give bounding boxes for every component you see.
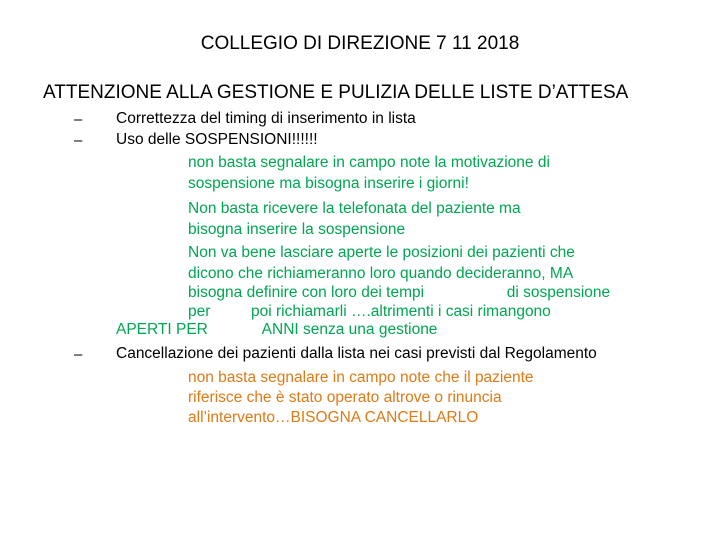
note-line: riferisce che è stato operato altrove o rinuncia [188, 389, 502, 406]
note-fragment: di sospensione [506, 284, 611, 301]
note-fragment: ANNI senza una gestione [261, 321, 438, 338]
bullet-dash: – [74, 346, 83, 363]
note-line [116, 322, 437, 338]
note-line [188, 285, 610, 301]
list-item-cancellazione: Cancellazione dei pazienti dalla lista nei casi previsti dal Regolamento [116, 345, 597, 362]
note-line: all’intervento…BISOGNA CANCELLARLO [188, 409, 479, 426]
bullet-dash: – [74, 132, 83, 149]
note-fragment: bisogna definire con loro dei tempi [188, 284, 425, 301]
note-line: non basta segnalare in campo note la motivazione di [188, 154, 550, 171]
note-line: bisogna inserire la sospensione [188, 221, 406, 238]
note-line: Non va bene lasciare aperte le posizioni dei pazienti che [188, 244, 575, 261]
note-fragment: per [188, 303, 211, 320]
note-line: dicono che richiameranno loro quando decideranno, MA [188, 265, 574, 282]
note-fragment: poi richiamarli ….altrimenti i casi rimangono [251, 303, 551, 320]
list-item-timing: Correttezza del timing di inserimento in lista [116, 110, 416, 127]
bullet-dash: – [74, 111, 83, 128]
note-fragment: APERTI PER [116, 321, 208, 338]
note-line: Non basta ricevere la telefonata del paziente ma [188, 200, 521, 217]
note-line: non basta segnalare in campo note che il paziente [188, 369, 534, 386]
note-line: sospensione ma bisogna inserire i giorni! [188, 175, 469, 192]
list-item-sospensioni: Uso delle SOSPENSIONI!!!!!! [116, 131, 318, 148]
slide-title: COLLEGIO DI DIREZIONE 7 11 2018 [200, 33, 520, 54]
note-line [188, 304, 551, 320]
slide-heading: ATTENZIONE ALLA GESTIONE E PULIZIA DELLE LISTE D’ATTESA [43, 82, 629, 103]
